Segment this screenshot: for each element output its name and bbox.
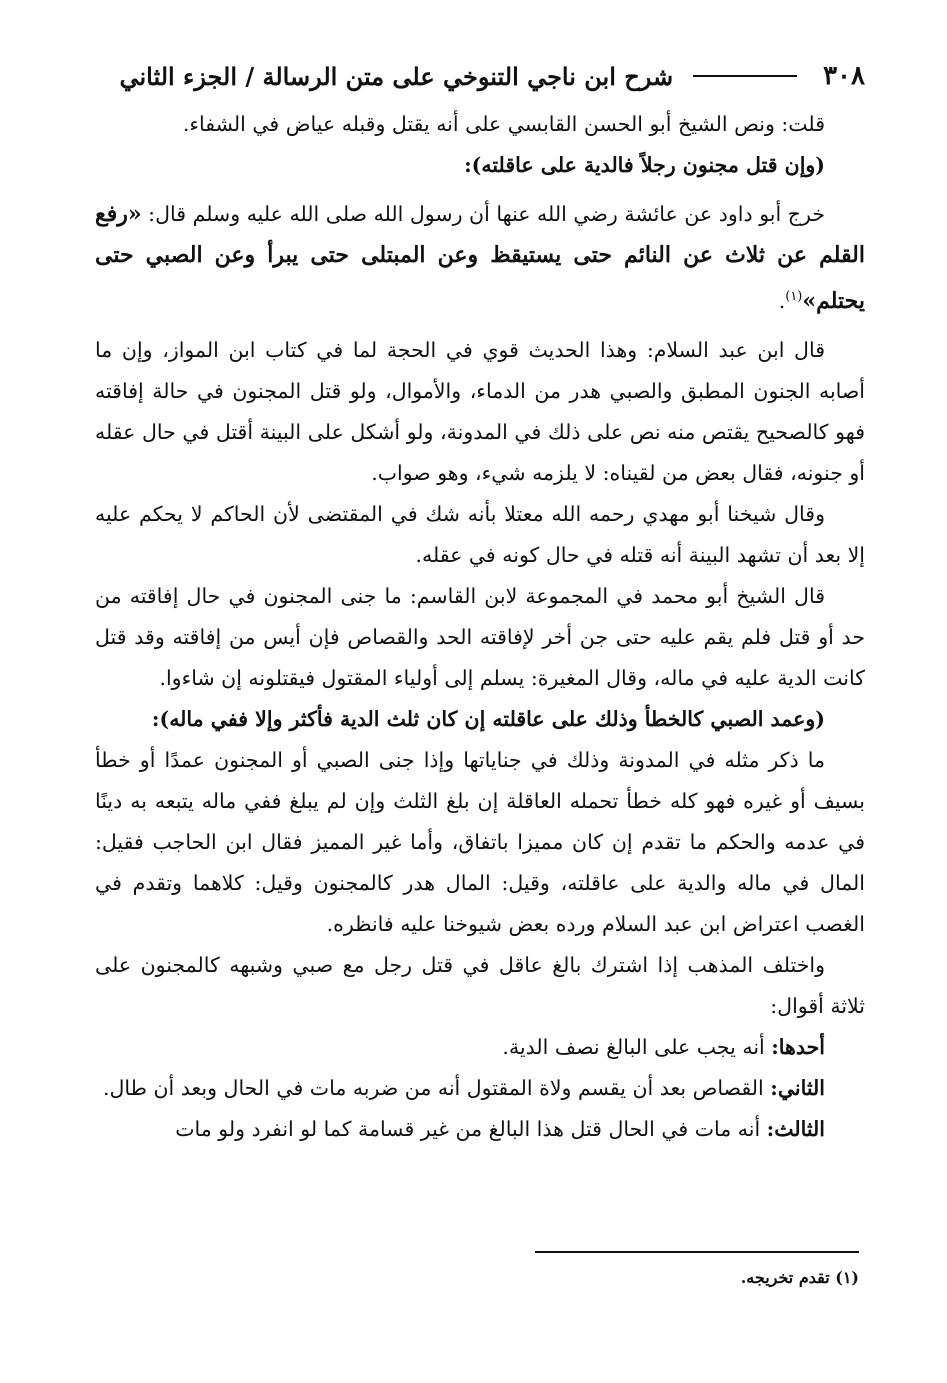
page-header xyxy=(95,56,865,96)
paragraph-6: قال الشيخ أبو محمد في المجموعة لابن القاسم: ما جنى المجنون في حال إفاقته من حد أو قتل فلم يقم عليه حتى جن أخر لإفاقته الحد والقصاص فإن أيس من إفاقته وقد قتل كانت الدية عليه في ماله، وقال المغيرة: يسلم إلى أولياء المقتول فيقتلونه إن شاءوا. xyxy=(95,583,865,690)
hadith-end: . xyxy=(778,288,786,313)
opinion-2-text: القصاص بعد أن يقسم ولاة المقتول أنه من ضربه مات في الحال وبعد أن طال. xyxy=(103,1075,771,1100)
opinion-3-text: أنه مات في الحال قتل هذا البالغ من غير قسامة كما لو انفرد ولو مات xyxy=(175,1116,767,1141)
opinion-3 xyxy=(95,1109,865,1150)
paragraph-hadith xyxy=(95,194,865,322)
paragraph-1: قلت: ونص الشيخ أبو الحسن القابسي على أنه يقتل وقبله عياض في الشفاء. xyxy=(182,112,825,136)
footnote: (١) تقدم تخريجه. xyxy=(740,1268,859,1287)
footnote-ref: (١) xyxy=(785,289,803,304)
header-rule xyxy=(693,75,797,77)
paragraph-5: وقال شيخنا أبو مهدي رحمه الله معتلا بأنه شك في المقتضى لأن الحاكم لا يحكم عليه إلا بعد أن تشهد البينة أنه قتله في حال كونه في عقله. xyxy=(95,501,865,567)
matn-heading-1: (وإن قتل مجنون رجلاً فالدية على عاقلته): xyxy=(464,153,825,177)
opinion-1-label: أحدها: xyxy=(771,1034,825,1059)
hadith-text: «رفع القلم عن ثلاث عن النائم حتى يستيقظ وعن المبتلى حتى يبرأ وعن الصبي حتى يحتلم» xyxy=(95,201,865,314)
running-title: شرح ابن ناجي التنوخي على متن الرسالة / الجزء الثاني xyxy=(119,61,674,91)
page-number: ٣٠٨ xyxy=(823,61,865,91)
paragraph-4: قال ابن عبد السلام: وهذا الحديث قوي في الحجة لما في كتاب ابن المواز، وإن ما أصابه الجنون المطبق والصبي هدر من الدماء، والأموال، ولو قتل المجنون في حالة إفاقته فهو كالصحيح يقتص منه نص على ذلك في المدونة، ولو أشكل على البينة أقتل في حال عقله أو جنونه، فقال بعض من لقيناه: لا يلزمه شيء، وهو صواب. xyxy=(95,337,865,485)
matn-heading-2: (وعمد الصبي كالخطأ وذلك على عاقلته إن كان ثلث الدية فأكثر وإلا ففي ماله): xyxy=(151,706,825,731)
opinion-2 xyxy=(95,1068,865,1109)
paragraph-8: ما ذكر مثله في المدونة وذلك في جناياتها وإذا جنى الصبي أو المجنون عمدًا أو خطأ بسيف أو غيره فهو كله خطأ تحمله العاقلة إن بلغ الثلث وإن لم يبلغ ففي ماله يتبعه به دينًا في عدمه والحكم ما تقدم إن كان مميزا باتفاق، وأما غير المميز فقال ابن الحاجب فقيل: المال في ماله والدية على عاقلته، وقيل: المال هدر كالمجنون وقيل: كلاهما وتقدم في الغصب اعتراض ابن عبد السلام ورده بعض شيوخنا عليه فانظره. xyxy=(95,747,865,936)
opinion-1 xyxy=(95,1027,865,1068)
opinion-3-label: الثالث: xyxy=(766,1116,825,1141)
paragraph-9: واختلف المذهب إذا اشترك بالغ عاقل في قتل رجل مع صبي وشبهه كالمجنون على ثلاثة أقوال: xyxy=(95,952,865,1018)
opinion-2-label: الثاني: xyxy=(770,1075,825,1100)
hadith-intro: خرج أبو داود عن عائشة رضي الله عنها أن رسول الله صلى الله عليه وسلم قال: xyxy=(141,202,825,226)
opinion-1-text: أنه يجب على البالغ نصف الدية. xyxy=(502,1034,772,1059)
body-text xyxy=(95,104,865,1150)
footnote-divider xyxy=(535,1251,859,1253)
